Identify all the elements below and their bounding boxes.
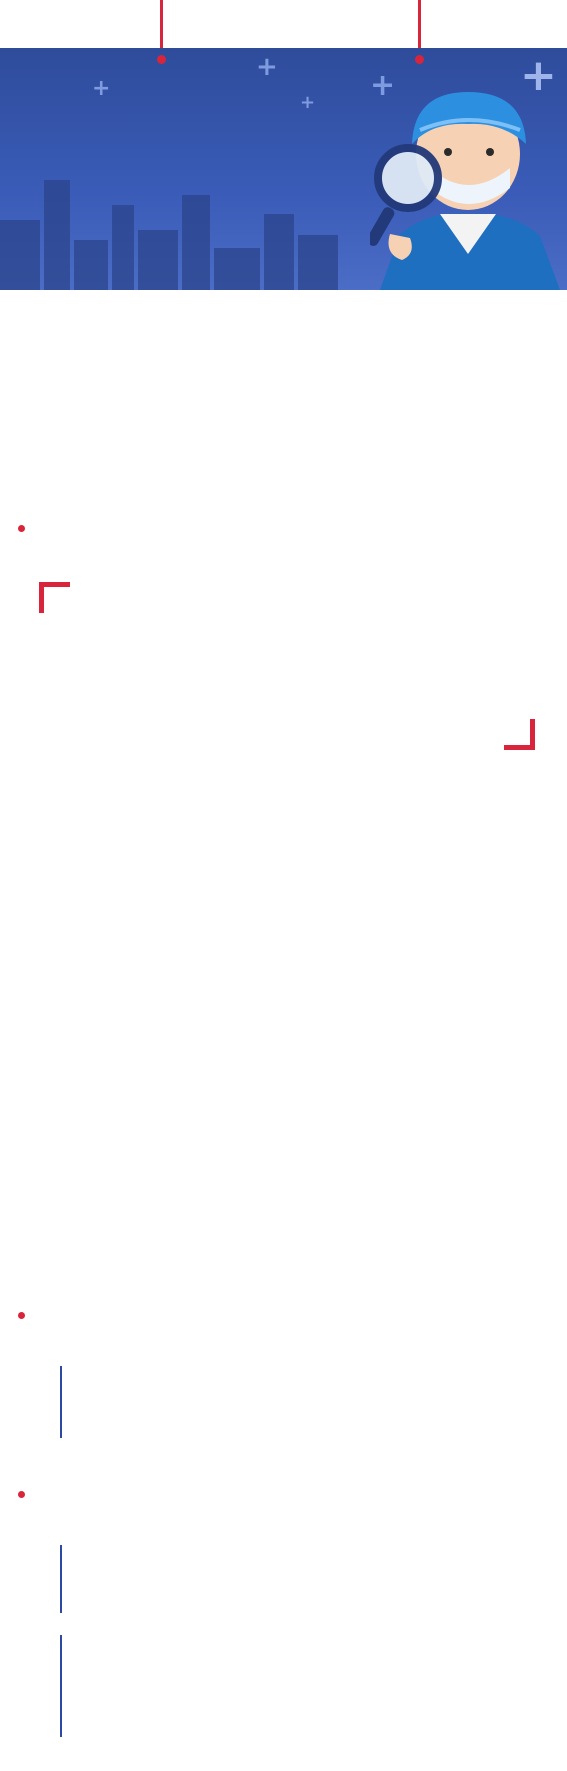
red-dot-icon [18, 525, 25, 532]
banner-hang-dot-right [415, 55, 424, 64]
section3-heading [18, 1484, 35, 1508]
section3-side-bar-2 [60, 1635, 62, 1737]
city-building [112, 205, 134, 290]
city-building [182, 195, 210, 290]
section2-side-bar [60, 1366, 62, 1438]
city-building [298, 235, 338, 290]
quote-bracket-right [504, 719, 535, 750]
quote-bracket-left [39, 582, 70, 613]
section1-heading [18, 518, 35, 542]
plus-icon: + [256, 52, 278, 82]
plus-icon: + [370, 68, 396, 103]
sankey-chart [0, 772, 567, 1247]
city-building [214, 248, 260, 290]
city-building [44, 180, 70, 290]
plus-icon: + [92, 76, 111, 101]
banner [0, 0, 567, 290]
quote-box [35, 582, 535, 750]
sankey-svg [0, 772, 567, 1247]
red-dot-icon [18, 1312, 25, 1319]
city-building [0, 220, 40, 290]
section2-heading [18, 1305, 35, 1329]
section3-side-bar-1 [60, 1545, 62, 1613]
banner-hang-dot-left [157, 55, 166, 64]
plus-icon: + [300, 92, 316, 113]
plus-icon: + [520, 50, 557, 101]
red-dot-icon [18, 1491, 25, 1498]
city-building [264, 214, 294, 290]
doctor-illustration [370, 84, 567, 290]
city-building [138, 230, 178, 290]
city-building [74, 240, 108, 290]
